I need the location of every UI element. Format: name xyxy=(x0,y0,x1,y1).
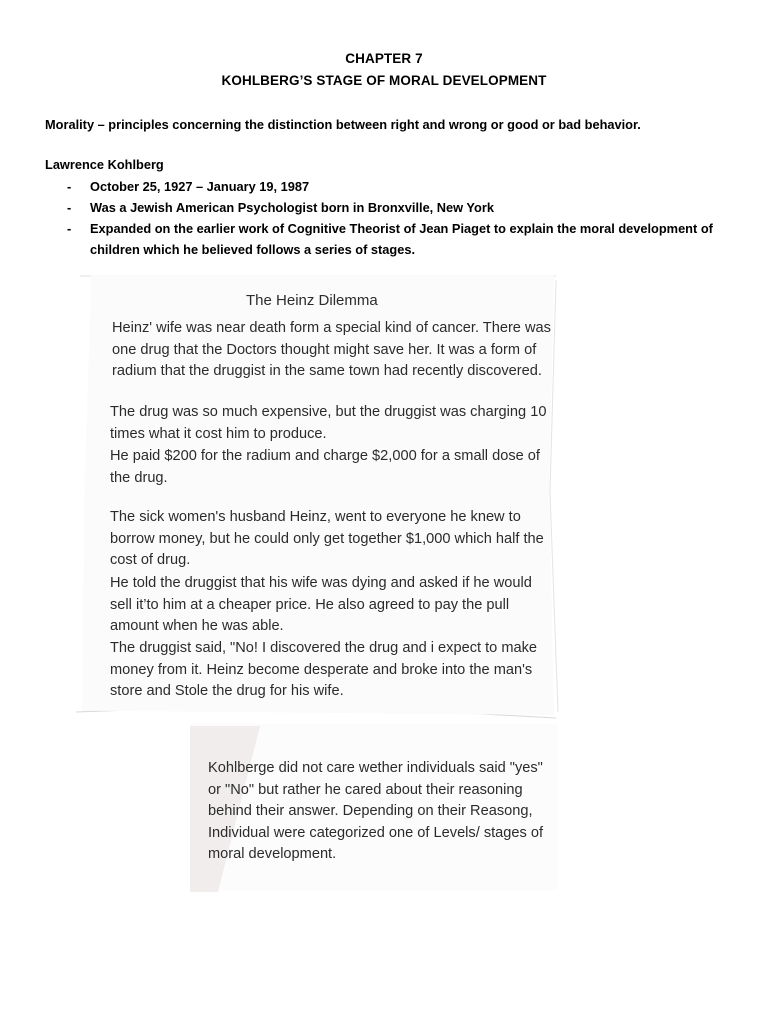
dilemma-paragraph: Heinz' wife was near death form a special kind of cancer. There was one drug that the Doctors thought might save her. It was a form of radium that the druggist in the same town had recently discovered. xyxy=(112,320,551,379)
bullet-dash: - xyxy=(67,179,72,194)
dilemma-paragraph: He paid $200 for the radium and charge $2,000 for a small dose of the drug. xyxy=(110,448,540,486)
person-heading: Lawrence Kohlberg xyxy=(45,157,164,172)
person-bullet-list xyxy=(45,176,735,260)
bullet-dash: - xyxy=(67,221,72,236)
bullet-text: Was a Jewish American Psychologist born in Bronxville, New York xyxy=(90,200,494,215)
kohlberg-note: Kohlberge did not care wether individuals said "yes" or "No" but rather he cared about their reasoning behind their answer. Depending on their Reasong, Individual were categorized one of Levels/ stages of moral development. xyxy=(208,760,544,862)
dilemma-paragraph: The drug was so much expensive, but the druggist was charging 10 times what it cost him to produce. xyxy=(110,404,547,442)
dilemma-paragraph: He told the druggist that his wife was dying and asked if he would sell it’to him at a cheaper price. He also agreed to pay the pull amount when he was able. xyxy=(110,575,532,634)
bullet-text: October 25, 1927 – January 19, 1987 xyxy=(90,179,310,194)
chapter-number: CHAPTER 7 xyxy=(345,51,423,66)
bullet-text: Expanded on the earlier work of Cognitive Theorist of Jean Piaget to explain the moral development of children which he believed follows a series of stages. xyxy=(90,221,713,257)
bullet-item xyxy=(45,176,735,197)
morality-definition: Morality – principles concerning the distinction between right and wrong or good or bad behavior. xyxy=(45,117,641,132)
dilemma-paragraph: The druggist said, "No! I discovered the drug and i expect to make money from it. Heinz become desperate and broke into the man's store and Stole the drug for his wife. xyxy=(110,640,538,699)
bullet-item xyxy=(45,218,735,260)
bullet-item xyxy=(45,197,735,218)
dilemma-title: The Heinz Dilemma xyxy=(246,292,378,309)
dilemma-paragraph: The sick women's husband Heinz, went to everyone he knew to borrow money, but he could only get together $1,000 which half the cost of drug. xyxy=(110,509,544,568)
chapter-title: KOHLBERG’S STAGE OF MORAL DEVELOPMENT xyxy=(221,73,547,88)
bullet-dash: - xyxy=(67,200,72,215)
